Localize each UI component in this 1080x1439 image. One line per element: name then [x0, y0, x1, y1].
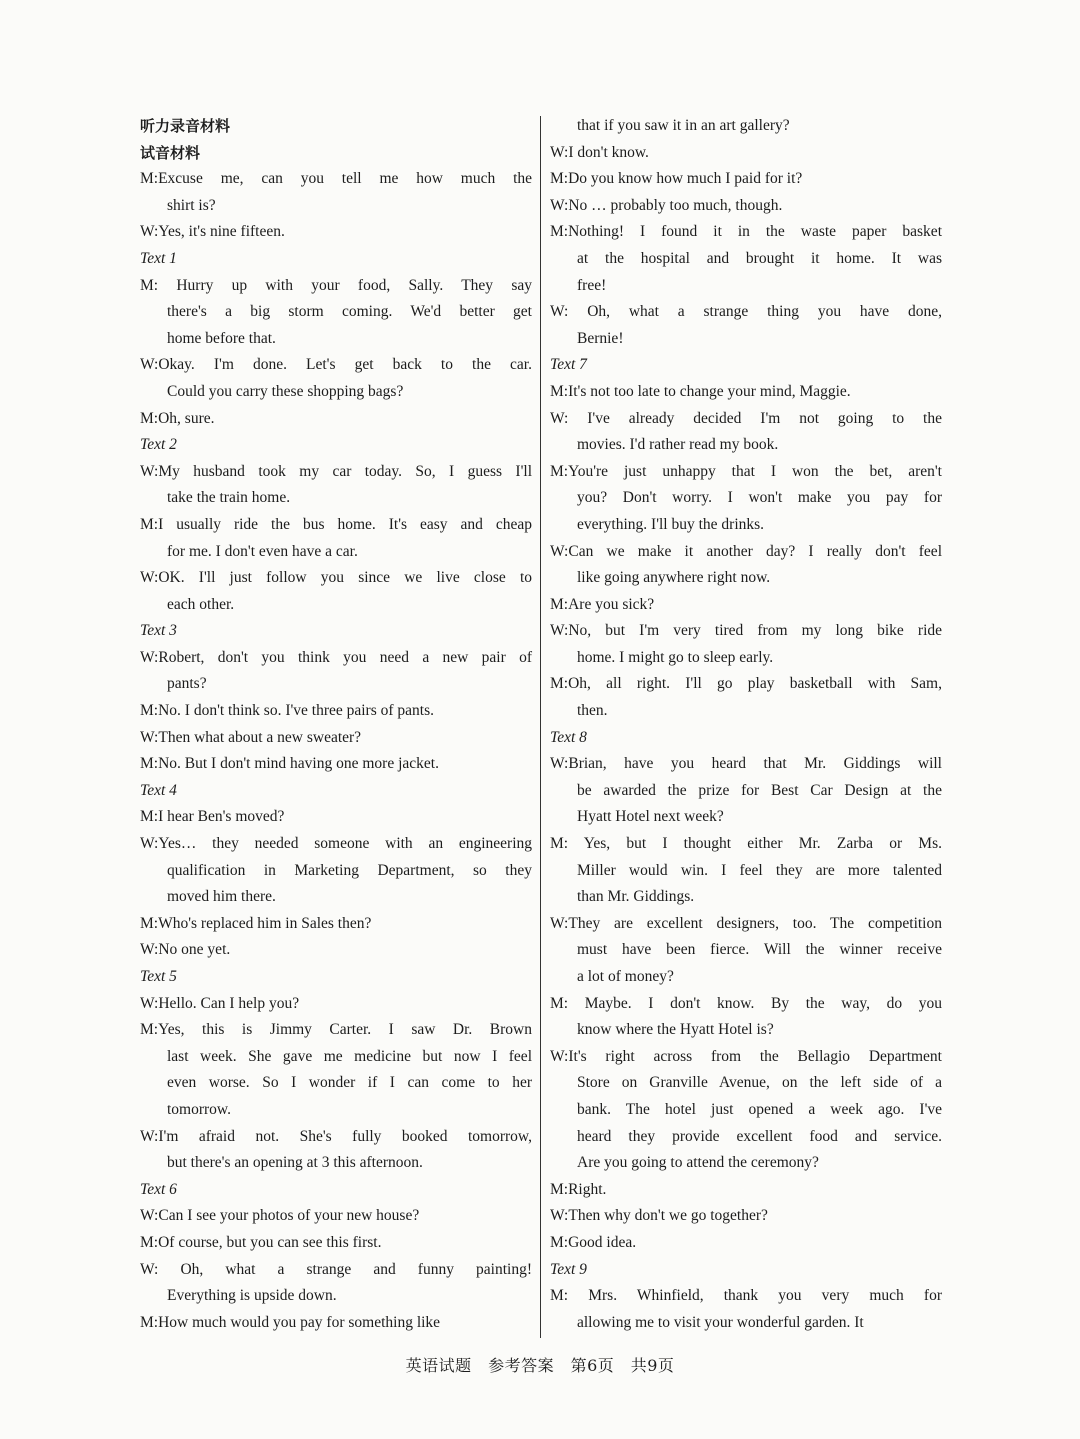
dialogue-line: W:Then what about a new sweater?: [140, 728, 362, 746]
dialogue-continuation: Could you carry these shopping bags?: [167, 382, 404, 400]
dialogue-continuation: for me. I don't even have a car.: [167, 542, 358, 560]
dialogue-continuation: you? Don't worry. I won't make you pay for: [577, 489, 942, 507]
dialogue-line: M:Are you sick?: [550, 595, 655, 613]
dialogue-line: M:Excuse me, can you tell me how much the: [140, 170, 532, 188]
dialogue-line: W:OK. I'll just follow you since we live close to: [140, 569, 532, 587]
text-label: Text 5: [140, 968, 177, 985]
dialogue-continuation: Are you going to attend the ceremony?: [577, 1154, 819, 1172]
dialogue-continuation: allowing me to visit your wonderful garden. It: [577, 1313, 864, 1331]
dialogue-continuation: that if you saw it in an art gallery?: [577, 117, 790, 134]
dialogue-line: M:Yes, this is Jimmy Carter. I saw Dr. Brown: [140, 1021, 532, 1039]
dialogue-line: W:No … probably too much, though.: [550, 196, 783, 214]
dialogue-continuation: at the hospital and brought it home. It was: [577, 249, 942, 267]
text-label: Text 2: [140, 436, 177, 454]
dialogue-continuation: even worse. So I wonder if I can come to her: [167, 1074, 532, 1092]
column-divider: [540, 116, 541, 1338]
dialogue-line: M:You're just unhappy that I won the bet, aren't: [550, 462, 942, 480]
dialogue-line: W:Yes, it's nine fifteen.: [140, 223, 285, 241]
dialogue-continuation: home before that.: [167, 329, 276, 347]
dialogue-line: W: I've already decided I'm not going to the: [550, 409, 942, 427]
dialogue-line: W: Oh, what a strange thing you have done,: [550, 303, 942, 321]
dialogue-line: W:Yes… they needed someone with an engineering: [140, 835, 532, 853]
dialogue-continuation: Bernie!: [577, 329, 624, 347]
dialogue-line: W:No, but I'm very tired from my long bike ride: [550, 622, 942, 640]
dialogue-continuation: heard they provide excellent food and service.: [577, 1127, 942, 1145]
dialogue-line: M: Mrs. Whinfield, thank you very much for: [550, 1287, 942, 1305]
dialogue-line: W:Brian, have you heard that Mr. Giddings will: [550, 755, 942, 773]
dialogue-line: M:Oh, sure.: [140, 409, 215, 427]
dialogue-line: M: Yes, but I thought either Mr. Zarba or Ms.: [550, 835, 942, 853]
dialogue-continuation: home. I might go to sleep early.: [577, 648, 774, 666]
dialogue-line: M:Nothing! I found it in the waste paper basket: [550, 223, 942, 241]
dialogue-line: W:Robert, don't you think you need a new pair of: [140, 648, 532, 666]
dialogue-continuation: last week. She gave me medicine but now I feel: [167, 1047, 532, 1065]
dialogue-line: W:They are excellent designers, too. The competition: [550, 914, 942, 932]
dialogue-line: W:I don't know.: [550, 143, 649, 161]
dialogue-continuation: Everything is upside down.: [167, 1287, 337, 1305]
dialogue-continuation: each other.: [167, 595, 235, 613]
dialogue-continuation: tomorrow.: [167, 1100, 231, 1118]
dialogue-continuation: Miller would win. I feel they are more talented: [577, 861, 942, 879]
text-label: Text 7: [550, 356, 587, 374]
dialogue-line: M:Good idea.: [550, 1233, 637, 1251]
dialogue-line: W: Oh, what a strange and funny painting!: [140, 1260, 532, 1278]
dialogue-line: M: Hurry up with your food, Sally. They say: [140, 276, 532, 294]
text-label: Text 9: [550, 1260, 587, 1278]
dialogue-line: W:Hello. Can I help you?: [140, 994, 300, 1012]
dialogue-line: W:No one yet.: [140, 941, 231, 959]
dialogue-continuation: everything. I'll buy the drinks.: [577, 515, 765, 533]
dialogue-line: M:I usually ride the bus home. It's easy and cheap: [140, 515, 532, 533]
left-column: [140, 113, 532, 1336]
dialogue-line: M:No. I don't think so. I've three pairs of pants.: [140, 702, 435, 720]
dialogue-continuation: movies. I'd rather read my book.: [577, 436, 779, 454]
dialogue-continuation: Store on Granville Avenue, on the left side of a: [577, 1074, 942, 1092]
dialogue-line: M:Who's replaced him in Sales then?: [140, 914, 372, 932]
dialogue-continuation: take the train home.: [167, 489, 291, 507]
dialogue-continuation: but there's an opening at 3 this afternoon.: [167, 1154, 423, 1172]
dialogue-continuation: there's a big storm coming. We'd better get: [167, 303, 532, 321]
dialogue-line: M:How much would you pay for something like: [140, 1313, 441, 1331]
dialogue-line: M:I hear Ben's moved?: [140, 808, 285, 826]
dialogue-continuation: know where the Hyatt Hotel is?: [577, 1021, 774, 1039]
dialogue-line: W:I'm afraid not. She's fully booked tomorrow,: [140, 1127, 532, 1145]
dialogue-continuation: Hyatt Hotel next week?: [577, 808, 724, 826]
dialogue-line: W:My husband took my car today. So, I guess I'll: [140, 462, 532, 480]
text-label: Text 6: [140, 1180, 177, 1198]
dialogue-line: W:Can I see your photos of your new house?: [140, 1207, 420, 1225]
dialogue-continuation: must have been fierce. Will the winner receive: [577, 941, 942, 959]
dialogue-line: W:Then why don't we go together?: [550, 1207, 768, 1225]
dialogue-line: M:No. But I don't mind having one more jacket.: [140, 755, 439, 773]
dialogue-line: M:Of course, but you can see this first.: [140, 1233, 382, 1251]
text-label: Text 4: [140, 781, 177, 799]
dialogue-continuation: like going anywhere right now.: [577, 569, 771, 587]
dialogue-continuation: then.: [577, 702, 608, 720]
text-label: Text 8: [550, 728, 587, 746]
dialogue-line: W:Can we make it another day? I really don't feel: [550, 542, 942, 560]
dialogue-line: M:It's not too late to change your mind, Maggie.: [550, 382, 851, 400]
dialogue-continuation: than Mr. Giddings.: [577, 888, 695, 906]
dialogue-continuation: qualification in Marketing Department, so they: [167, 861, 532, 879]
dialogue-continuation: free!: [577, 276, 607, 294]
text-label: Text 3: [140, 622, 177, 640]
dialogue-line: W:Okay. I'm done. Let's get back to the car.: [140, 356, 532, 374]
right-column: [550, 113, 942, 1336]
dialogue-continuation: be awarded the prize for Best Car Design at the: [577, 781, 942, 799]
dialogue-line: W:It's right across from the Bellagio Department: [550, 1047, 942, 1065]
dialogue-line: M:Oh, all right. I'll go play basketball with Sam,: [550, 675, 942, 693]
dialogue-continuation: a lot of money?: [577, 968, 674, 985]
dialogue-line: M: Maybe. I don't know. By the way, do you: [550, 994, 942, 1012]
dialogue-continuation: shirt is?: [167, 196, 216, 214]
text-label: Text 1: [140, 249, 177, 267]
section-heading: 听力录音材料: [140, 117, 231, 135]
section-heading: 试音材料: [140, 143, 201, 162]
dialogue-continuation: pants?: [167, 675, 207, 693]
dialogue-continuation: moved him there.: [167, 888, 276, 906]
page-footer: 英语试题 参考答案 第6页 共9页: [405, 1356, 675, 1375]
dialogue-line: M:Do you know how much I paid for it?: [550, 170, 803, 188]
dialogue-line: M:Right.: [550, 1180, 607, 1198]
dialogue-continuation: bank. The hotel just opened a week ago. I've: [577, 1100, 942, 1118]
